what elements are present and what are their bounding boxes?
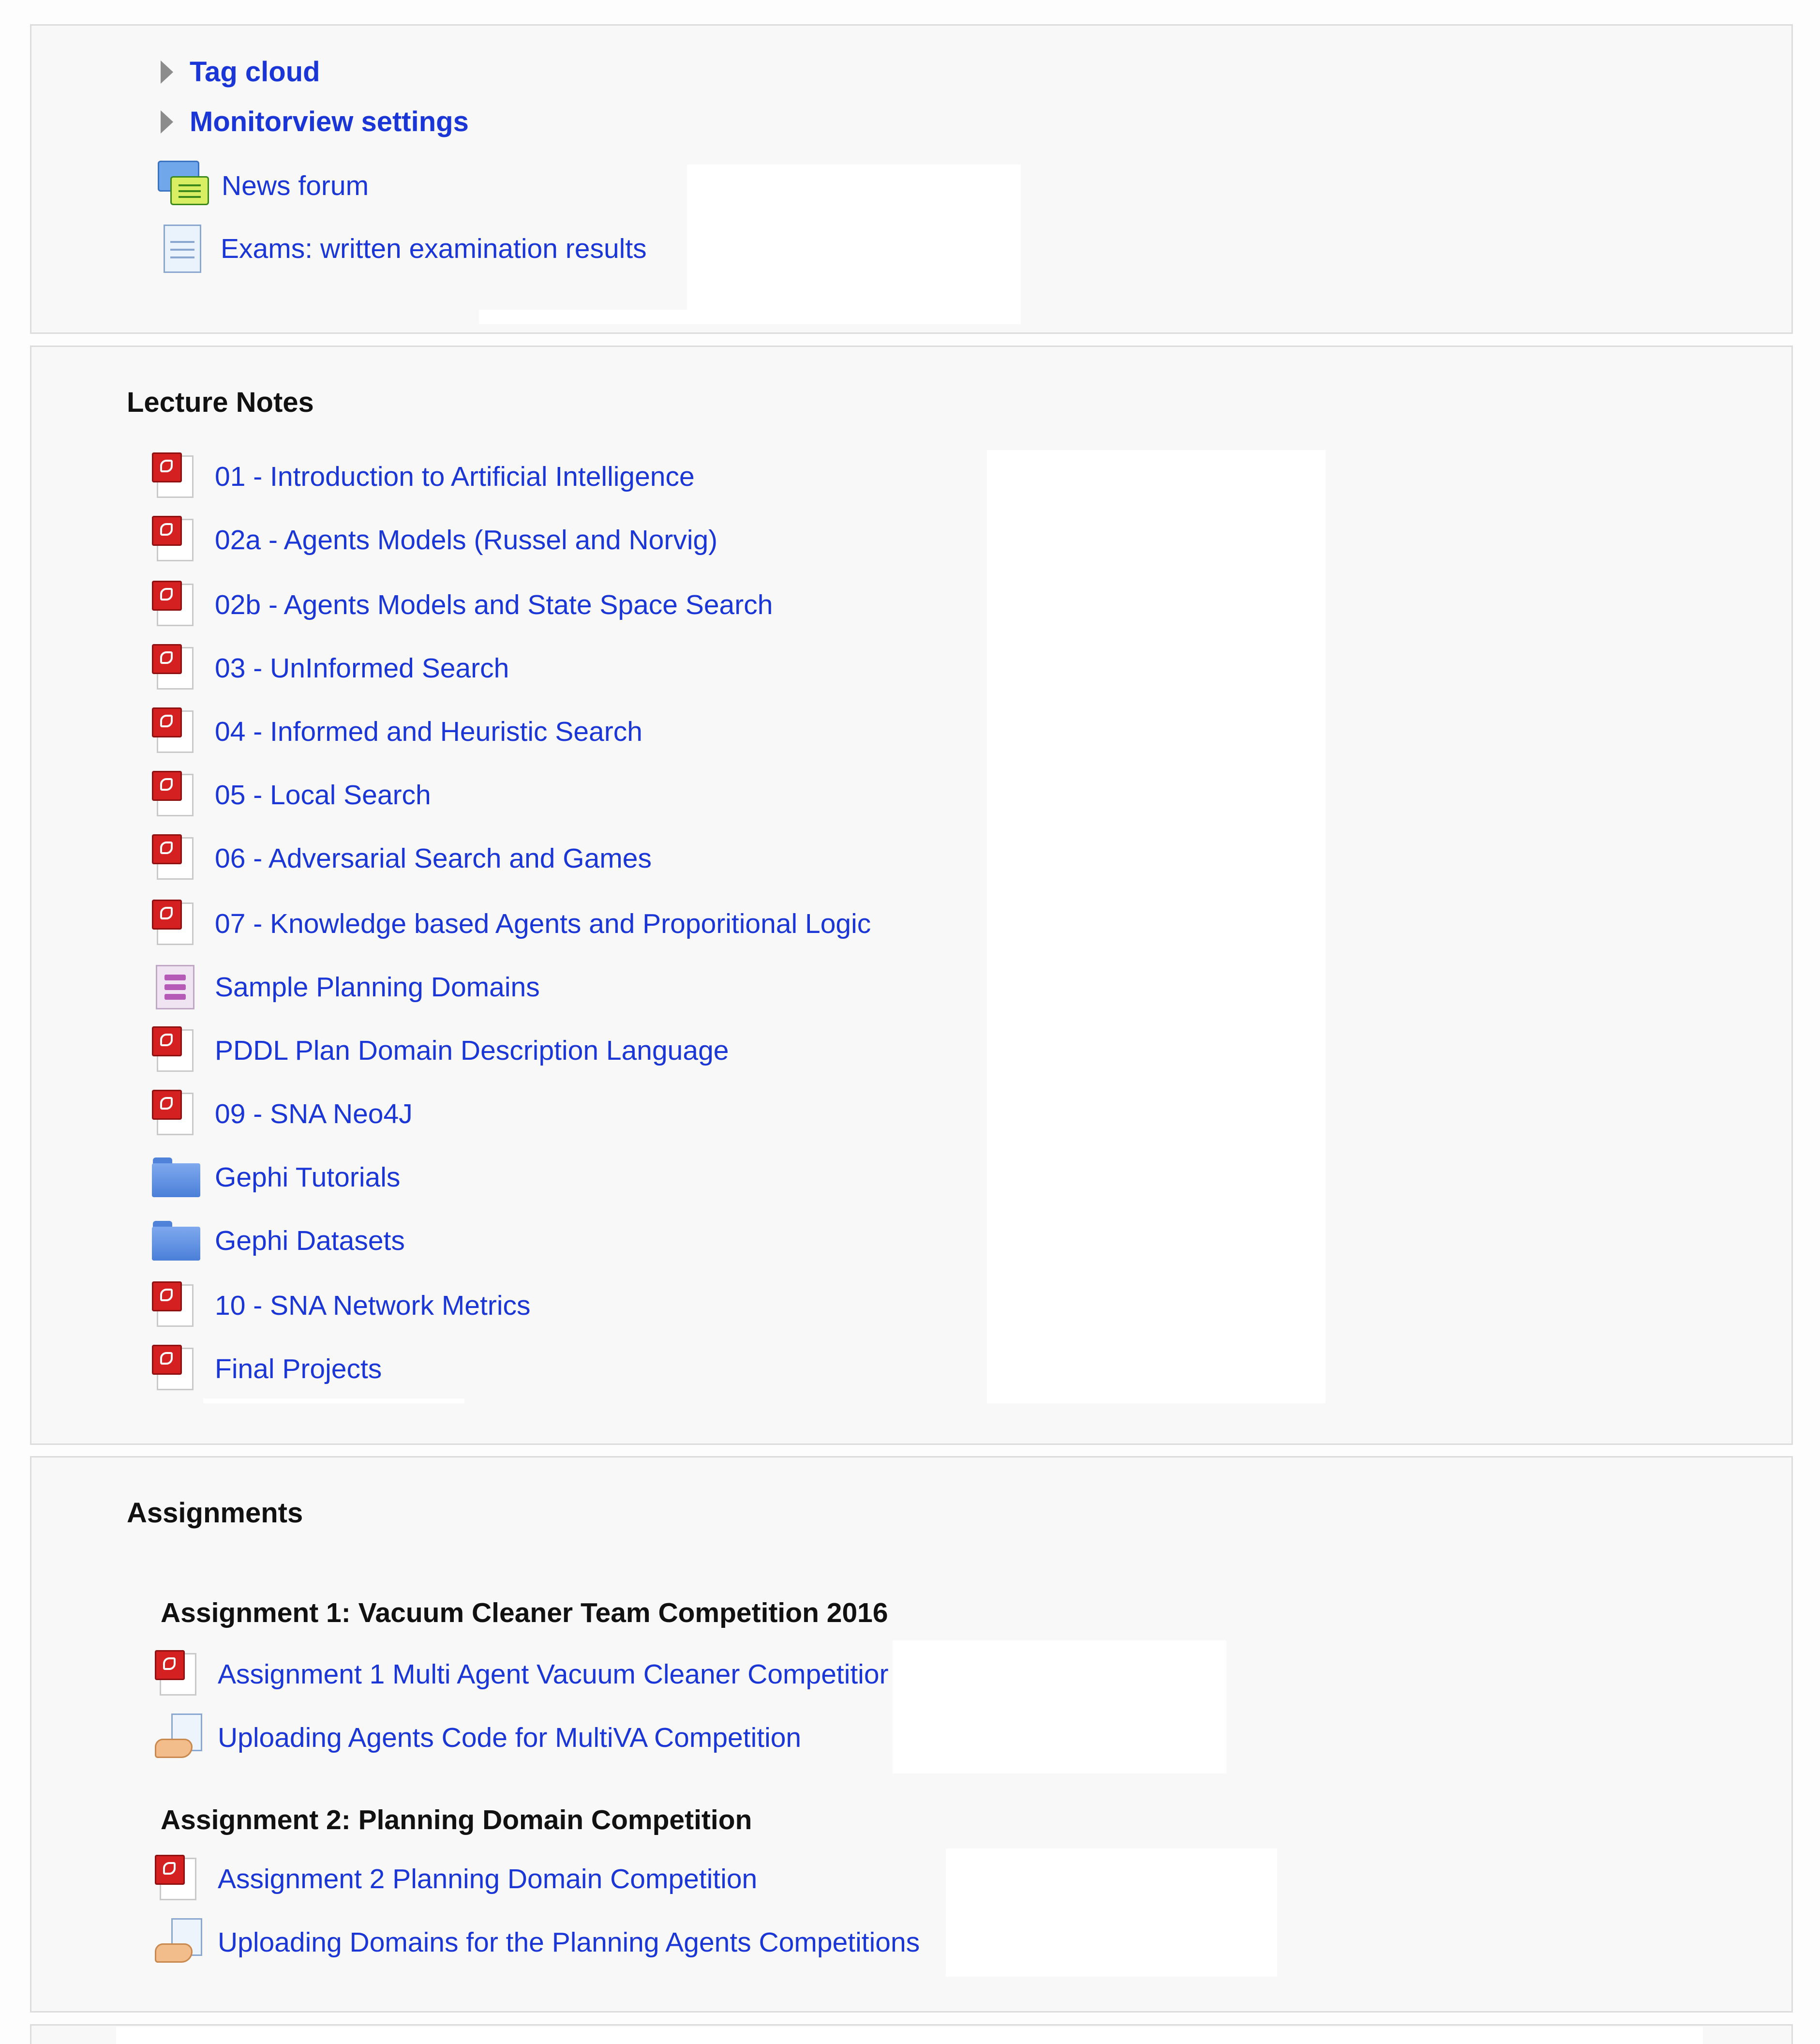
lecture-item[interactable] bbox=[152, 452, 695, 501]
assignment-item-label: Assignment 1 Multi Agent Vacuum Cleaner Competitior bbox=[218, 1659, 889, 1690]
lecture-item-label: Gephi Tutorials bbox=[215, 1162, 401, 1193]
tag-cloud-label: Tag cloud bbox=[190, 56, 320, 88]
lecture-item[interactable] bbox=[152, 1026, 729, 1075]
lecture-item-label: 09 - SNA Neo4J bbox=[215, 1098, 413, 1129]
lecture-item-label: Sample Planning Domains bbox=[215, 972, 540, 1003]
assignment-item[interactable] bbox=[155, 1713, 801, 1762]
assignment-item[interactable] bbox=[155, 1650, 889, 1698]
lecture-item[interactable] bbox=[152, 900, 871, 948]
exams-results-link[interactable] bbox=[160, 225, 647, 273]
pdf-icon bbox=[152, 516, 198, 564]
lecture-notes-section bbox=[30, 346, 1793, 1445]
assignment-item[interactable] bbox=[155, 1855, 757, 1903]
redaction-block bbox=[116, 2027, 1703, 2044]
tag-cloud-toggle[interactable] bbox=[161, 56, 320, 88]
expand-arrow-icon bbox=[161, 60, 173, 84]
lecture-item[interactable] bbox=[152, 963, 540, 1011]
lecture-item[interactable] bbox=[152, 1221, 405, 1261]
folder-icon bbox=[152, 1157, 200, 1197]
assignment-group-heading: Assignment 1: Vacuum Cleaner Team Competition 2016 bbox=[161, 1597, 888, 1628]
exams-results-label: Exams: written examination results bbox=[221, 233, 647, 264]
lecture-item[interactable] bbox=[152, 1281, 531, 1330]
lecture-item[interactable] bbox=[152, 707, 642, 756]
pdf-icon bbox=[155, 1650, 201, 1698]
redaction-block bbox=[687, 165, 1021, 324]
redaction-block bbox=[479, 310, 692, 324]
assignment-item-label: Uploading Agents Code for MultiVA Competition bbox=[218, 1722, 802, 1753]
assignment-item-label: Uploading Domains for the Planning Agents Competitions bbox=[218, 1927, 920, 1958]
expand-arrow-icon bbox=[161, 110, 173, 134]
section-title: Lecture Notes bbox=[127, 387, 314, 418]
lecture-item[interactable] bbox=[152, 771, 431, 819]
pdf-icon bbox=[152, 452, 198, 501]
lecture-item-label: Gephi Datasets bbox=[215, 1225, 405, 1256]
pdf-icon bbox=[152, 900, 198, 948]
pdf-icon bbox=[152, 834, 198, 883]
lecture-item-label: 05 - Local Search bbox=[215, 780, 431, 811]
pdf-icon bbox=[152, 707, 198, 756]
lecture-item-label: 04 - Informed and Heuristic Search bbox=[215, 716, 642, 747]
lecture-item-label: 02b - Agents Models and State Space Search bbox=[215, 589, 773, 620]
lecture-item[interactable] bbox=[152, 516, 717, 564]
pdf-icon bbox=[152, 1345, 198, 1393]
assignment-item[interactable] bbox=[155, 1918, 920, 1967]
lecture-item[interactable] bbox=[152, 834, 652, 883]
assignment-item-label: Assignment 2 Planning Domain Competition bbox=[218, 1864, 758, 1894]
lecture-item-label: Final Projects bbox=[215, 1353, 382, 1384]
pdf-icon bbox=[152, 771, 198, 819]
lecture-item-label: 06 - Adversarial Search and Games bbox=[215, 843, 652, 874]
lecture-item-label: PDDL Plan Domain Description Language bbox=[215, 1035, 729, 1066]
pdf-icon bbox=[155, 1855, 201, 1903]
lecture-item-label: 02a - Agents Models (Russel and Norvig) bbox=[215, 525, 718, 556]
monitorview-settings-label: Monitorview settings bbox=[190, 106, 469, 137]
news-forum-label: News forum bbox=[222, 170, 369, 201]
lecture-item-label: 03 - UnInformed Search bbox=[215, 653, 509, 684]
assignment-icon bbox=[155, 1713, 205, 1762]
lecture-item-label: 07 - Knowledge based Agents and Proporitional Logic bbox=[215, 908, 871, 939]
pdf-icon bbox=[152, 1026, 198, 1075]
redaction-block bbox=[203, 1398, 464, 1403]
page-icon bbox=[160, 225, 204, 273]
pdf-icon bbox=[152, 581, 198, 629]
pdf-icon bbox=[152, 1090, 198, 1138]
lecture-item[interactable] bbox=[152, 644, 509, 692]
folder-icon bbox=[152, 1221, 200, 1261]
redaction-block bbox=[946, 1849, 1277, 1977]
redaction-block bbox=[987, 450, 1326, 1403]
news-forum-link[interactable] bbox=[158, 161, 369, 211]
lecture-item[interactable] bbox=[152, 581, 773, 629]
lecture-item-label: 10 - SNA Network Metrics bbox=[215, 1290, 531, 1321]
section-title: Assignments bbox=[127, 1497, 303, 1529]
assignment-group-heading: Assignment 2: Planning Domain Competition bbox=[161, 1804, 752, 1835]
lecture-item[interactable] bbox=[152, 1157, 400, 1197]
redaction-block bbox=[893, 1640, 1226, 1773]
pdf-icon bbox=[152, 644, 198, 692]
pdf-icon bbox=[152, 1281, 198, 1330]
news-forum-icon bbox=[158, 161, 209, 211]
monitorview-settings-toggle[interactable] bbox=[161, 105, 469, 138]
assignment-icon bbox=[155, 1918, 205, 1967]
lecture-item-label: 01 - Introduction to Artificial Intelligence bbox=[215, 461, 695, 492]
lecture-item[interactable] bbox=[152, 1345, 382, 1393]
lecture-item[interactable] bbox=[152, 1090, 413, 1138]
data-file-icon bbox=[152, 963, 198, 1011]
